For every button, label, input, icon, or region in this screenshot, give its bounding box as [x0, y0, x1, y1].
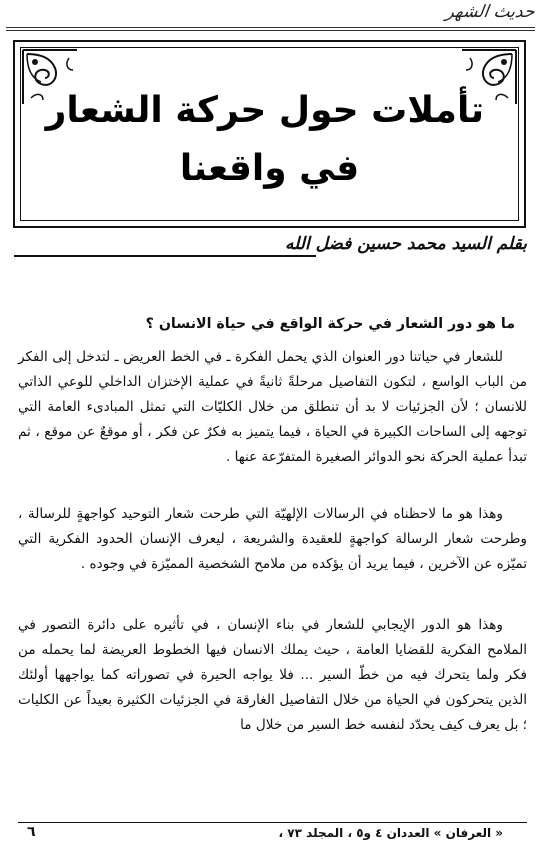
author-rule [14, 255, 316, 257]
title-frame-inner [20, 47, 519, 221]
author-byline: بقلم السيد محمد حسين فضل الله [285, 234, 527, 254]
title-frame [13, 40, 526, 228]
footer-citation: « العرفان » العددان ٤ و٥ ، المجلد ٧٣ ، [278, 826, 503, 840]
paragraph-2: وهذا هو ما لاحظناه في الرسالات الإلهيّة التي طرحت شعار التوحيد كواجهةٍ للرسالة ، وطرحت شعار الرسالة كواجهةٍ للعقيدة والشريعة ، ليعرف الإنسان الحدود الفكرية التي تميّزه عن الآخرين ، فيما يريد أن يؤكده من ملامح الشخصية المميّزة في وجوده . [18, 506, 527, 572]
opening-question: ما هو دور الشعار في حركة الواقع في حياة الانسان ؟ [145, 316, 515, 332]
article-title-line-1: تأملات حول حركة الشعار [45, 90, 484, 131]
paragraph-3: وهذا هو الدور الإيجابي للشعار في بناء الإنسان ، في تأثيره على دائرة التصور في الملامح الفكرية للقضايا العامة ، حيث يملك الانسان فيها الخطوط العريضة لما يحمله من فكر ولما يتحرك فيه من خطّ السير ... فلا يواجه الحيرة في تصوراته كما يواجهها أولئك الذين يتحركون في الحياة من خلال التفاصيل الغارقة في الجزئيات الكثيرة بعيداً عن الكليات ؛ بل يعرف كيف يحدّد لنفسه خط السير من خلال ما [18, 617, 527, 733]
page-number: ٦ [27, 824, 36, 840]
top-rule [6, 27, 535, 28]
article-title-line-2: في واقعنا [179, 148, 360, 189]
article-body [18, 313, 527, 738]
paragraph-gap [18, 577, 527, 613]
paragraph-1: للشعار في حياتنا دور العنوان الذي يحمل الفكرة ـ في الخط العريض ـ لتدخل إلى الفكر من الباب الواسع ، لتكون التفاصيل مرحلةً ثانيةً في عملية الإختزان الداخلي للوعي الذاتي للانسان ؛ لأن الجزئيات لا بد أن تنطلق من خلال الكليّات التي تمثل المبادىء العامة التي توجهه إلى الساحات الكبيرة في الحياة ، فيما يتميز به فكرٌ عن فكر ، أو موقعٌ عن موقع ، ثم تبدأ عملية الحركة نحو الدوائر الصغيرة المتفرّعة عنها . [18, 349, 527, 465]
footer-rule [18, 822, 527, 823]
section-label: حديث الشهر [445, 2, 537, 22]
top-rule-2 [6, 30, 535, 31]
paragraph-gap [18, 470, 527, 502]
